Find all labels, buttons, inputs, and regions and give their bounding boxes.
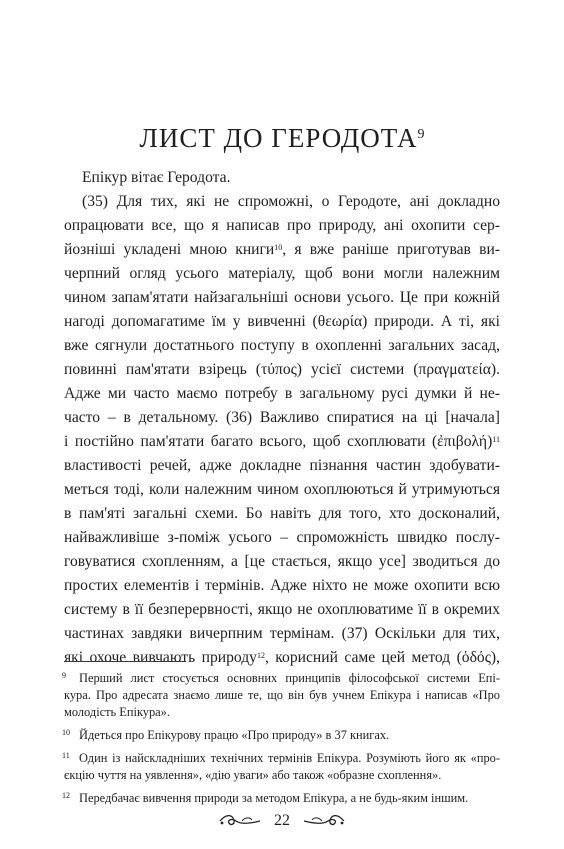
text-line-continuation: , я вже раніше приготував ви-: [282, 241, 501, 258]
text-line: [64, 502, 500, 526]
footnote-line: молодість Епікура».: [64, 705, 170, 719]
text-line-content: часто – в детальному. (36) Важливо спиратися на ці [начала]: [64, 409, 500, 426]
text-line: [64, 190, 500, 214]
text-line-content: меться тоді, коли належним чином охоплюються й утримуються: [64, 481, 500, 498]
footnote-ref: 11: [492, 435, 500, 444]
footnote: [64, 670, 500, 721]
left-flourish-ornament: [218, 812, 262, 830]
chapter-title: [0, 122, 564, 154]
footnote-ref: 10: [274, 243, 283, 252]
text-line: [64, 214, 500, 238]
text-line-continuation: , корисний саме цей метод (ὁδός),: [264, 649, 500, 666]
footnote-line: Один із найскладніших технічних термінів Епікура. Розуміють його як «про-: [79, 751, 500, 765]
footnote-line: кура. Про адресата знаємо лише те, що він був учнем Епікура і написав «Про: [64, 688, 500, 702]
text-line-content: простих елементів і термінів. Адже ніхто не може охопити всю: [64, 577, 500, 594]
text-line-content: опрацювати все, що я написав про природу, ані охопити сер-: [64, 217, 500, 234]
footnote-line: Йдеться про Епікурову працю «Про природу» в 37 книгах.: [79, 728, 390, 742]
text-line-content: які охоче вивчають природу: [64, 649, 257, 666]
text-line: [64, 358, 500, 382]
text-line-content: найважливіше з-поміж усього – спроможність швидко послу-: [64, 529, 500, 546]
chapter-title-text: ЛИСТ ДО ГЕРОДОТА: [139, 123, 418, 154]
text-line: [64, 454, 500, 478]
footnote: [64, 727, 500, 744]
text-line: [64, 622, 500, 646]
footnote-line: єкцію чуття на уявлення», «дію уваги» або також «образне схоплення».: [64, 768, 442, 782]
text-line-content: (35) Для тих, які не спроможні, о Геродоте, ані докладно: [82, 193, 500, 210]
text-line: [64, 166, 500, 190]
right-flourish-ornament: [302, 812, 346, 830]
text-line: [64, 526, 500, 550]
footnote-number: 11: [62, 751, 70, 760]
text-line-content: повинні пам'ятати взірець (τύπος) усієї системи (πραγματεία).: [64, 361, 500, 378]
text-line: [64, 550, 500, 574]
text-line: [64, 382, 500, 406]
footnotes: [64, 670, 500, 813]
text-line-content: Епікур вітає Геродота.: [82, 169, 231, 186]
text-line-content: частинах завдяки вичерпним термінам. (37) Оскільки для тих,: [64, 625, 500, 642]
text-line: [64, 286, 500, 310]
footnote-ref: 12: [256, 651, 265, 660]
body-text: [64, 166, 500, 670]
text-line: [64, 574, 500, 598]
footnote-number: 10: [62, 728, 70, 737]
footnote-number: 12: [62, 791, 70, 800]
text-line-content: Адже ми часто маємо потребу в загальному русі думки й не-: [64, 385, 500, 402]
footnote-number: 9: [62, 671, 66, 680]
page-footer: [0, 807, 564, 837]
text-line-content: систему в її безперервності, якщо не охоплюватиме її в окремих: [64, 601, 500, 618]
text-line: [64, 478, 500, 502]
text-line: [64, 262, 500, 286]
text-line-content: в пам'яті загальні схеми. Бо навіть для того, хто досконалий,: [64, 505, 500, 522]
footnote-line: Перший лист стосується основних принципів філософської системи Епі-: [79, 671, 500, 685]
footnote-separator: [64, 661, 186, 662]
text-line-content: і постійно пам'ятати багато всього, щоб схоплювати (ἐπιβολή): [64, 433, 493, 450]
text-line-content: черпний огляд усього матеріалу, щоб вони могли належним: [64, 265, 500, 282]
text-line: [64, 334, 500, 358]
text-line-content: говуватися схопленням, а [це стається, якщо усе] зводиться до: [64, 553, 500, 570]
text-line: [64, 646, 500, 670]
footnote: [64, 750, 500, 784]
text-line-content: вже сягнули достатнього поступу в охопленні загальних засад,: [64, 337, 500, 354]
footnote: [64, 790, 500, 807]
text-line: [64, 430, 500, 454]
text-line-content: нагоді допомагатиме їм у вивченні (θεωρία) природи. А ті, які: [64, 313, 500, 330]
text-line-content: чином запам'ятати найзагальніші основи усього. Це при кожній: [64, 289, 500, 306]
text-line: [64, 310, 500, 334]
page-number: 22: [274, 812, 290, 829]
text-line: [64, 598, 500, 622]
text-line-content: йозніші укладені мною книги: [64, 241, 275, 258]
footnote-line: Передбачає вивчення природи за методом Епікура, а не будь-яким іншим.: [79, 791, 469, 805]
text-line: [64, 238, 500, 262]
text-line: [64, 406, 500, 430]
text-line-content: властивості речей, адже докладне пізнання частин здобувати-: [64, 457, 500, 474]
title-footnote-ref: 9: [417, 127, 425, 143]
